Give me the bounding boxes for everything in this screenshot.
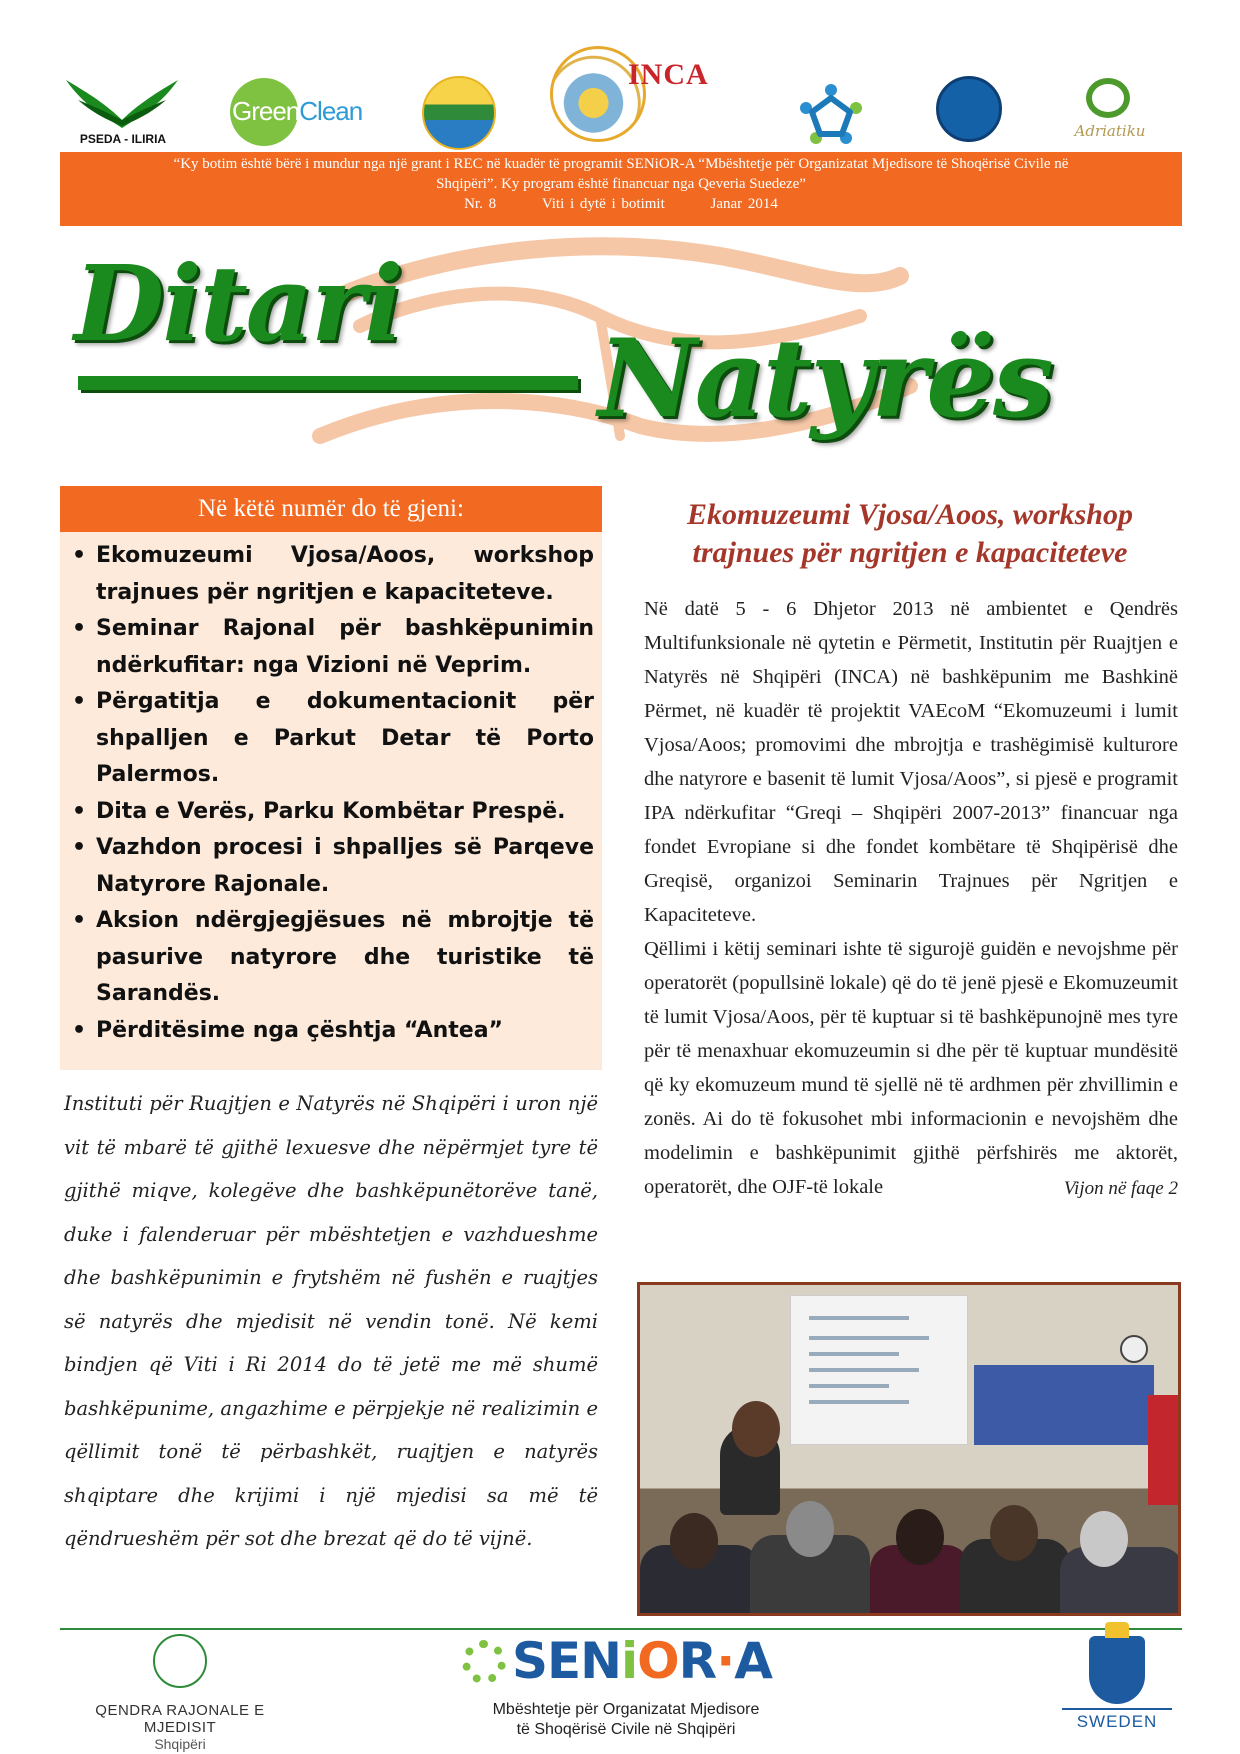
toc-item: • Ekomuzeumi Vjosa/Aoos, workshop trajnues për ngritjen e kapaciteteve. bbox=[66, 538, 594, 611]
sweden-text: SWEDEN bbox=[1062, 1708, 1172, 1732]
inca-logo bbox=[550, 46, 750, 150]
audience-head bbox=[1080, 1511, 1128, 1567]
toc-item: • Vazhdon procesi i shpalljes së Parqeve Natyrore Rajonale. bbox=[66, 830, 594, 903]
issue-info bbox=[60, 194, 1182, 214]
seminar-photo bbox=[637, 1282, 1181, 1616]
nature-foundation-logo bbox=[936, 76, 1002, 142]
in-this-issue-list bbox=[60, 532, 602, 1049]
toc-item: • Seminar Rajonal për bashkëpunimin ndërkufitar: nga Vizioni në Veprim. bbox=[66, 611, 594, 684]
banner-line-2: Shqipëri”. Ky program është financuar nga Qeveria Suedeze” bbox=[436, 176, 806, 192]
senior-a-logo bbox=[462, 1632, 782, 1746]
title-word-natyres: Natyrës bbox=[598, 316, 1052, 442]
projection-screen bbox=[790, 1295, 968, 1445]
article-paragraph: Në datë 5 - 6 Dhjetor 2013 në ambientet e Qendrës Multifunksionale në qytetin e Përmetit, Institutin për Ruajtjen e Natyrës në Shqipëri (INCA) në bashkëpunim me Bashkinë Përmet, në kuadër të projektit VAEcoM “Ekomuzeumi i lumit Vjosa/Aoos; promovimi dhe mbrojtja e trashëgimisë kulturore dhe natyrore e basenit të lumit Vjosa/Aoos”, si pjesë e programit IPA ndërkufitar “Greqi – Shqipëri 2007-2013” financuar nga fondet Evropiane si dhe fondet kombëtare të Shqipërisë dhe Greqisë, organizoi Seminarin Trajnues për Ngritjen e Kapaciteteve. bbox=[644, 598, 1178, 926]
adriatiku-logo bbox=[1062, 76, 1158, 146]
issue-year: Viti i dytë i botimit bbox=[541, 196, 665, 212]
crown-icon bbox=[1105, 1622, 1129, 1638]
audience-head bbox=[896, 1509, 944, 1565]
inca-logo-text: INCA bbox=[628, 58, 709, 91]
wings-icon bbox=[64, 76, 180, 132]
in-this-issue-box bbox=[60, 486, 602, 1070]
audience-head bbox=[990, 1505, 1038, 1561]
people-circle-icon bbox=[798, 82, 864, 148]
footer-divider bbox=[60, 1628, 1182, 1630]
adriatiku-ring-icon bbox=[1086, 78, 1130, 118]
title-underline bbox=[78, 376, 578, 390]
issue-number: Nr. 8 bbox=[464, 196, 497, 212]
swedish-crest-icon bbox=[1089, 1636, 1145, 1704]
adriatiku-text: Adriatiku bbox=[1074, 122, 1146, 140]
article-paragraph: Qëllimi i këtij seminari ishte të sigurojë guidën e nevojshme për operatorët (popullsinë lokale) që do të jenë pjesë e Ekomuzeumit të lumit Vjosa/Aoos, për të kuptuar si të bashkëpunojnë mes tyre për të menaxhuar ekomuzeumin si dhe për të kuptuar mundësitë që ky ekomuzeum mund të sjellë në të ardhmen për zhvillimin e zonës. Ai do të fokusohet mbi informacionin e nevojshëm dhe modelimin e bashkëpunimit gjithë përfshirës me aktorët, operatorët, dhe OJF-të lokale bbox=[644, 938, 1178, 1198]
wall-clock-icon bbox=[1120, 1335, 1148, 1363]
rec-emblem-icon bbox=[153, 1634, 207, 1688]
partner-logos bbox=[60, 40, 1182, 152]
psed-iliria-logo bbox=[64, 76, 180, 146]
title-word-ditari: Ditari bbox=[74, 242, 402, 365]
toc-item: • Aksion ndërgjegjësues në mbrojtje të pasurive natyrore dhe turistike të Sarandës. bbox=[66, 903, 594, 1013]
rec-country: Shqipëri bbox=[154, 1736, 206, 1752]
continued-on-page-link[interactable]: Vijon në faqe 2 bbox=[1058, 1172, 1178, 1206]
flag bbox=[1148, 1395, 1178, 1505]
lake-landscape-logo bbox=[422, 76, 496, 150]
sweden-logo bbox=[1062, 1636, 1172, 1748]
people-circle-logo bbox=[798, 82, 864, 148]
grant-banner bbox=[60, 152, 1182, 226]
senior-a-tagline: Mbështetje për Organizatat Mjedisore të Shoqërisë Civile në Shqipëri bbox=[492, 1701, 760, 1738]
speaker-head bbox=[732, 1401, 780, 1457]
article-body bbox=[644, 592, 1178, 1204]
audience-head bbox=[670, 1513, 718, 1569]
banner-line-1: “Ky botim është bërë i mundur nga një grant i REC në kuadër të programit SENiOR-A “Mbështetje për Organizatat Mjedisore të Shoqërisë Civile në bbox=[173, 156, 1069, 172]
toc-item: • Përditësime nga çështja “Antea” bbox=[66, 1013, 594, 1050]
greenclean-text: GreenClean bbox=[232, 96, 363, 126]
psed-iliria-text: PSEDA - ILIRIA bbox=[79, 132, 167, 146]
masthead bbox=[60, 236, 1182, 466]
eu-banner bbox=[974, 1365, 1154, 1445]
rec-name: QENDRA RAJONALE E MJEDISIT bbox=[95, 1702, 265, 1736]
audience-head bbox=[786, 1501, 834, 1557]
toc-item: • Përgatitja e dokumentacionit për shpalljen e Parkut Detar të Porto Palermos. bbox=[66, 684, 594, 794]
senior-a-wordmark: SENiOR·A bbox=[512, 1632, 772, 1690]
toc-item: • Dita e Verës, Parku Kombëtar Prespë. bbox=[66, 794, 594, 831]
new-year-greeting: Instituti për Ruajtjen e Natyrës në Shqipëri i uron një vit të mbarë të gjithë lexuesve dhe nëpërmjet tyre të gjithë miqve, kolegëve dhe bashkëpunëtorëve tanë, duke i falenderuar për mbështetjen e vazhdueshme dhe bashkëpunimin e frytshëm në fushën e ruajtjes së natyrës dhe mjedisit në vendin tonë. Në kemi bindjen që Viti i Ri 2014 do të jetë me më shumë bashkëpunime, angazhime e përpjekje në realizimin e qëllimit tonë të përbashkët, ruajtjen e natyrës shqiptare dhe krijimi i një mjedisi sa më të qëndrueshëm për sot dhe brezat që do të vijnë. bbox=[64, 1092, 598, 1550]
issue-date: Janar 2014 bbox=[710, 196, 778, 212]
in-this-issue-heading: Në këtë numër do të gjeni: bbox=[60, 486, 602, 532]
gear-icon bbox=[462, 1640, 506, 1684]
article-title: Ekomuzeumi Vjosa/Aoos, workshop trajnues për ngritjen e kapaciteteve bbox=[687, 498, 1133, 569]
rec-logo bbox=[60, 1634, 300, 1752]
greenclean-logo bbox=[230, 78, 376, 148]
